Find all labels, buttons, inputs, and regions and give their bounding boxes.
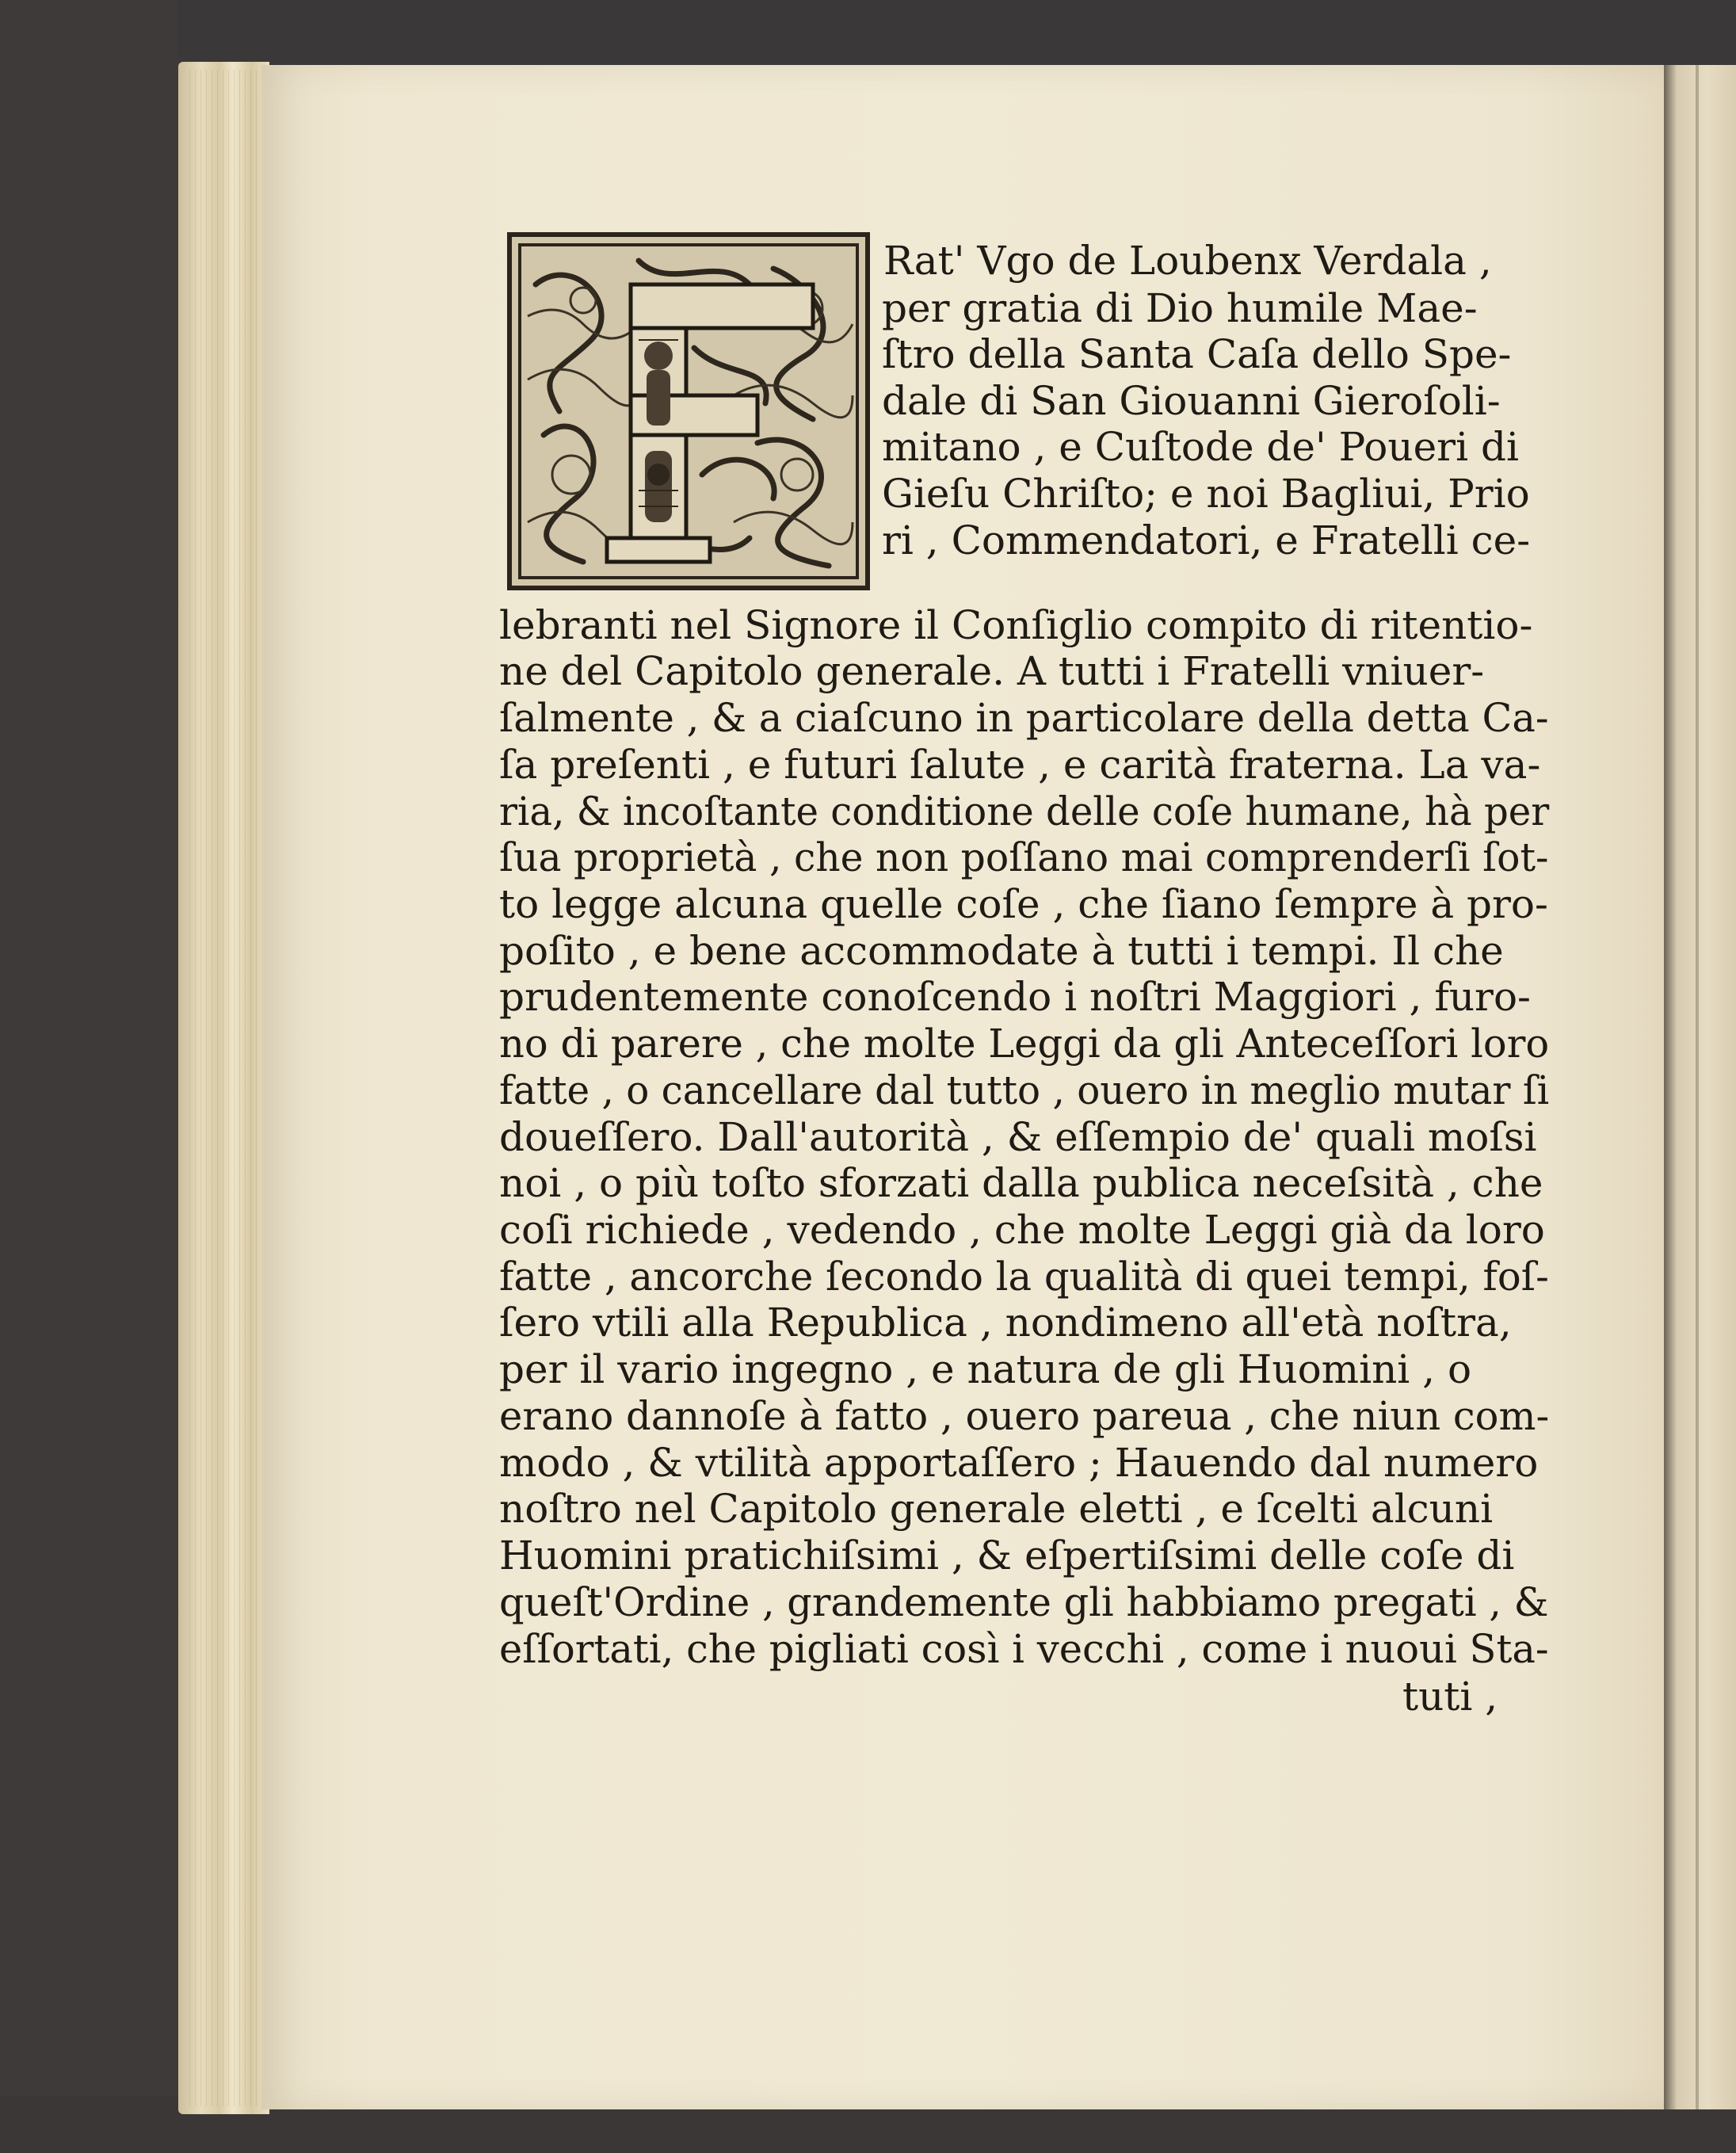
- text-line: fatte , o cancellare dal tutto , ouero in meglio mutar ſi: [499, 1067, 1550, 1113]
- text-line: modo , & vtilità apportaſſero ; Hauendo dal numero: [499, 1440, 1539, 1486]
- text-line: noſtro nel Capitolo generale eletti , e ſcelti alcuni: [499, 1486, 1494, 1532]
- text-line: Huomini pratichiſsimi , & eſpertiſsimi delle coſe di: [499, 1533, 1515, 1578]
- text-line: lebranti nel Signore il Conſiglio compito di ritentio-: [499, 602, 1533, 648]
- text-line: ſalmente , & a ciaſcuno in particolare della detta Ca-: [499, 695, 1549, 741]
- text-line: doueſſero. Dall'autorità , & eſſempio de' quali moſsi: [499, 1114, 1537, 1160]
- text-line: dale di San Giouanni Gieroſoli-: [882, 378, 1501, 424]
- text-line: eſſortati, che pigliati così i vecchi , come i nuoui Sta-: [499, 1626, 1549, 1672]
- background-left: [0, 0, 178, 2153]
- text-line: ſero vtili alla Republica , nondimeno all'età noſtra,: [499, 1300, 1512, 1346]
- text-line: queſt'Ordine , grandemente gli habbiamo pregati , &: [499, 1579, 1549, 1625]
- text-line: Gieſu Chriſto; e noi Bagliui, Prio: [882, 471, 1530, 517]
- text-line: no di parere , che molte Leggi da gli Anteceſſori loro: [499, 1021, 1550, 1067]
- text-line: ſtro della Santa Caſa dello Spe-: [882, 331, 1512, 377]
- woodcut-ornament-icon: [512, 237, 865, 586]
- text-line: ne del Capitolo generale. A tutti i Fratelli vniuer-: [499, 648, 1485, 694]
- text-line: ſua proprietà , che non poſſano mai comprenderſi ſot-: [499, 834, 1549, 880]
- text-line: coſi richiede , vedendo , che molte Leggi già da loro: [499, 1207, 1545, 1253]
- text-line: per il vario ingegno , e natura de gli Huomini , o: [499, 1346, 1472, 1392]
- text-line: fatte , ancorche ſecondo la qualità di quei tempi, foſ-: [499, 1254, 1549, 1300]
- text-line: ſa preſenti , e futuri ſalute , e carità fraterna. La va-: [499, 742, 1541, 788]
- facing-page-edge: [1664, 65, 1736, 2109]
- text-line: poſito , e bene accommodate à tutti i tempi. Il che: [499, 928, 1504, 974]
- page-edge-stack: [178, 62, 269, 2114]
- text-line: ri , Commendatori, e Fratelli ce-: [882, 517, 1531, 563]
- text-line: mitano , e Cuſtode de' Poueri di: [882, 424, 1519, 470]
- gutter-line: [1696, 65, 1699, 2109]
- text-line: erano dannoſe à fatto , ouero pareua , che niun com-: [499, 1393, 1550, 1439]
- text-line: prudentemente conoſcendo i noſtri Maggiori , furo-: [499, 974, 1531, 1020]
- text-line: per gratia di Dio humile Mae-: [882, 285, 1478, 331]
- text-line: Rat' Vgo de Loubenx Verdala ,: [883, 238, 1492, 284]
- decorated-initial: [507, 232, 870, 590]
- text-line: ria, & incoſtante conditione delle coſe humane, hà per: [499, 788, 1550, 834]
- catchword: tuti ,: [1402, 1674, 1498, 1720]
- text-line: to legge alcuna quelle coſe , che ſiano ſempre à pro-: [499, 881, 1548, 927]
- text-line: noi , o più toſto sforzati dalla publica neceſsità , che: [499, 1160, 1543, 1206]
